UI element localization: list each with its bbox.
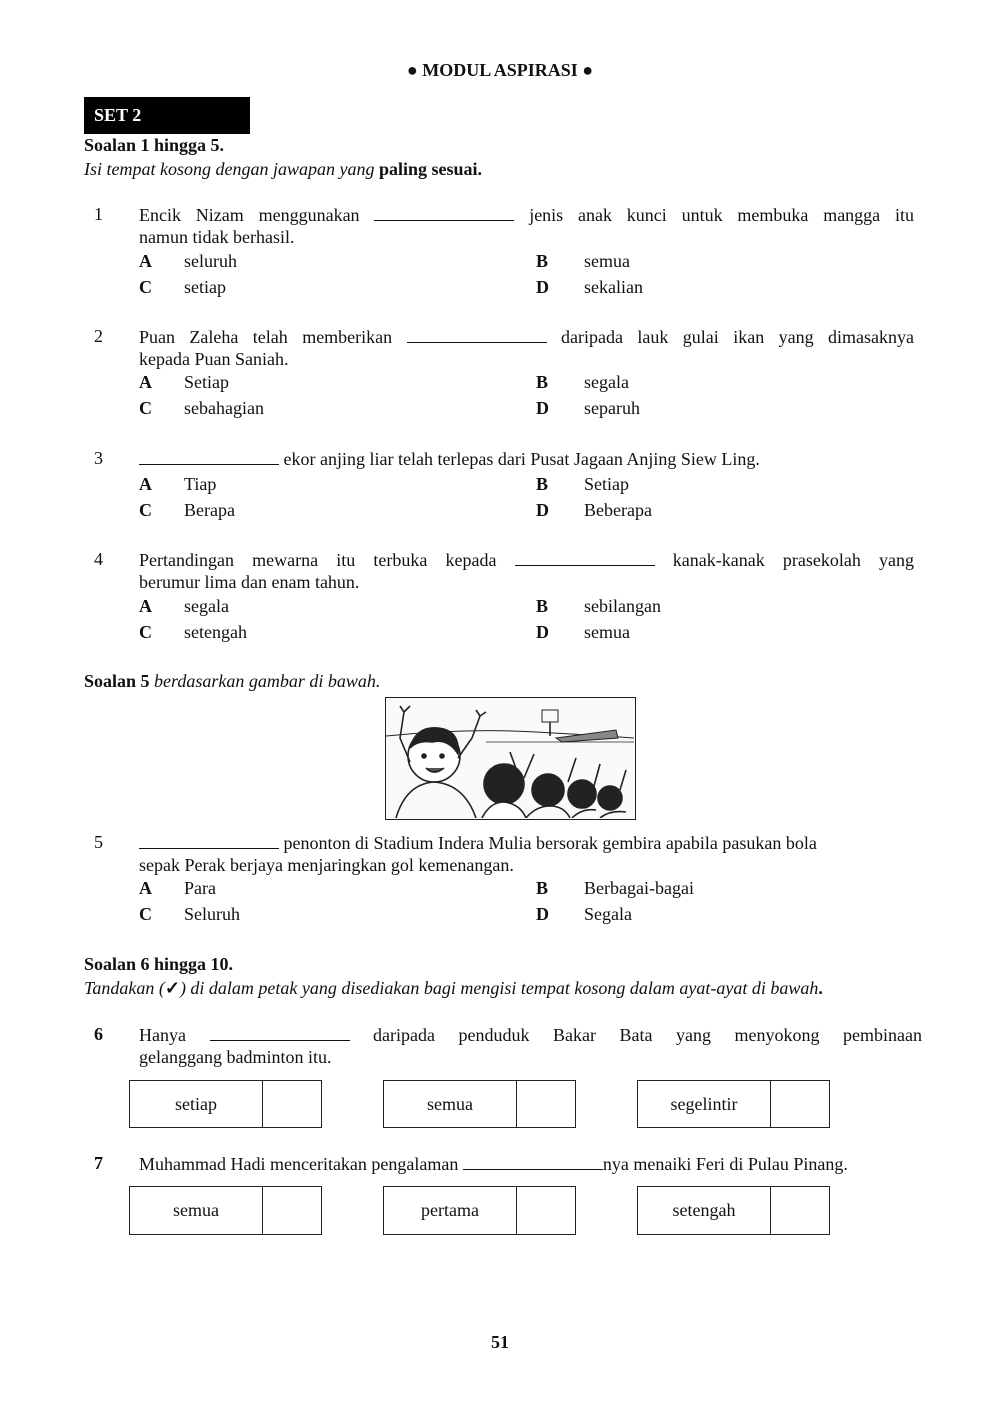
option-b[interactable]: sebilangan [584,596,661,616]
option-letter: B [536,251,549,271]
question-5-intro [84,670,380,693]
question-number: 7 [94,1153,103,1173]
option-letter: D [536,622,549,642]
answer-blank [139,831,279,849]
question-text-line2: sepak Perak berjaya menjaringkan gol kemenangan. [139,855,514,875]
text-before: Encik Nizam menggunakan [139,205,360,225]
option-letter: C [139,622,152,642]
choice-box [637,1186,830,1235]
text-after: nya menaiki Feri di Pulau Pinang. [602,1154,848,1174]
option-d[interactable]: separuh [584,398,640,418]
question-text [139,548,914,572]
instruction-part: Tandakan ( [84,978,165,998]
intro-italic: berdasarkan gambar di bawah. [154,671,381,691]
checkbox[interactable] [261,1081,321,1127]
section1-instruction [84,158,482,181]
text-after: ekor anjing liar telah terlepas dari Pusat Jagaan Anjing Siew Ling. [283,449,760,469]
option-letter: C [139,500,152,520]
question-number: 6 [94,1024,103,1044]
option-letter: C [139,904,152,924]
choice-label: setengah [638,1187,771,1234]
option-d[interactable]: Beberapa [584,500,652,520]
question-text-line2: namun tidak berhasil. [139,227,295,247]
option-letter: A [139,372,152,392]
choice-label: semua [384,1081,517,1127]
question-text [139,203,914,227]
text-after: penonton di Stadium Indera Mulia bersorak gembira apabila pasukan bola [283,833,817,853]
question-number: 5 [94,832,103,852]
option-b[interactable]: Berbagai-bagai [584,878,694,898]
page-number: 51 [491,1332,509,1352]
option-letter: C [139,277,152,297]
text-before: Pertandingan mewarna itu terbuka kepada [139,550,497,570]
question-number: 4 [94,549,103,569]
option-letter: D [536,277,549,297]
option-d[interactable]: semua [584,622,630,642]
option-letter: A [139,474,152,494]
text-before: Muhammad Hadi menceritakan pengalaman [139,1154,459,1174]
section2-instruction [84,977,823,1000]
text-after: kanak-kanak prasekolah yang [672,550,915,570]
option-letter: B [536,474,549,494]
option-b[interactable]: semua [584,251,630,271]
module-header: ● MODUL ASPIRASI ● [406,60,594,80]
option-letter: D [536,398,549,418]
answer-blank [407,325,547,343]
question-text [139,1152,848,1176]
option-letter: C [139,398,152,418]
option-letter: D [536,500,549,520]
choice-label: pertama [384,1187,517,1234]
question-text [139,447,760,471]
checkbox[interactable] [515,1081,575,1127]
option-a[interactable]: Setiap [184,372,229,392]
text-before: Puan Zaleha telah memberikan [139,327,393,347]
choice-box [383,1186,576,1235]
choice-box [383,1080,576,1128]
set-label: SET 2 [84,97,250,134]
choice-box [129,1080,322,1128]
answer-blank [515,548,655,566]
option-a[interactable]: Para [184,878,216,898]
checkbox[interactable] [515,1187,575,1234]
option-letter: A [139,251,152,271]
question-text [139,325,914,349]
checkbox[interactable] [261,1187,321,1234]
option-a[interactable]: Tiap [184,474,217,494]
option-d[interactable]: sekalian [584,277,643,297]
question-number: 2 [94,326,103,346]
question-text [139,831,817,855]
section1-title: Soalan 1 hingga 5. [84,135,225,155]
choice-label: setiap [130,1081,263,1127]
text-after: daripada penduduk Bakar Bata yang menyokong pembinaan [373,1025,923,1045]
option-c[interactable]: setengah [184,622,247,642]
instruction-period: . [818,978,823,998]
instruction-text: Isi tempat kosong dengan jawapan yang [84,159,375,179]
option-letter: B [536,596,549,616]
option-a[interactable]: segala [184,596,229,616]
option-letter: A [139,596,152,616]
answer-blank [210,1023,350,1041]
option-letter: D [536,904,549,924]
option-d[interactable]: Segala [584,904,632,924]
text-after: daripada lauk gulai ikan yang dimasaknya [561,327,915,347]
checkbox[interactable] [769,1081,829,1127]
question-number: 3 [94,448,103,468]
choice-box [129,1186,322,1235]
check-mark-icon: ✓ [164,978,180,998]
option-letter: B [536,878,549,898]
stadium-crowd-illustration [385,697,636,820]
section2-title: Soalan 6 hingga 10. [84,954,234,974]
option-b[interactable]: Setiap [584,474,629,494]
option-a[interactable]: seluruh [184,251,237,271]
question-number: 1 [94,204,103,224]
option-c[interactable]: sebahagian [184,398,264,418]
option-b[interactable]: segala [584,372,629,392]
checkbox[interactable] [769,1187,829,1234]
text-after: jenis anak kunci untuk membuka mangga itu [529,205,914,225]
instruction-emphasis: paling sesuai. [378,159,483,179]
option-c[interactable]: setiap [184,277,226,297]
option-letter: B [536,372,549,392]
answer-blank [139,447,279,465]
intro-bold: Soalan 5 [84,671,150,691]
question-text-line2: berumur lima dan enam tahun. [139,572,360,592]
option-c[interactable]: Berapa [184,500,235,520]
question-text [139,1023,922,1047]
choice-label: semua [130,1187,263,1234]
option-c[interactable]: Seluruh [184,904,240,924]
question-text-line2: kepada Puan Saniah. [139,349,289,369]
answer-blank [463,1152,603,1170]
instruction-part: ) di dalam petak yang disediakan bagi mengisi tempat kosong dalam ayat-ayat di bawah [179,978,819,998]
question-text-line2: gelanggang badminton itu. [139,1047,332,1067]
text-before: Hanya [139,1025,186,1045]
choice-box [637,1080,830,1128]
answer-blank [374,203,514,221]
option-letter: A [139,878,152,898]
choice-label: segelintir [638,1081,771,1127]
